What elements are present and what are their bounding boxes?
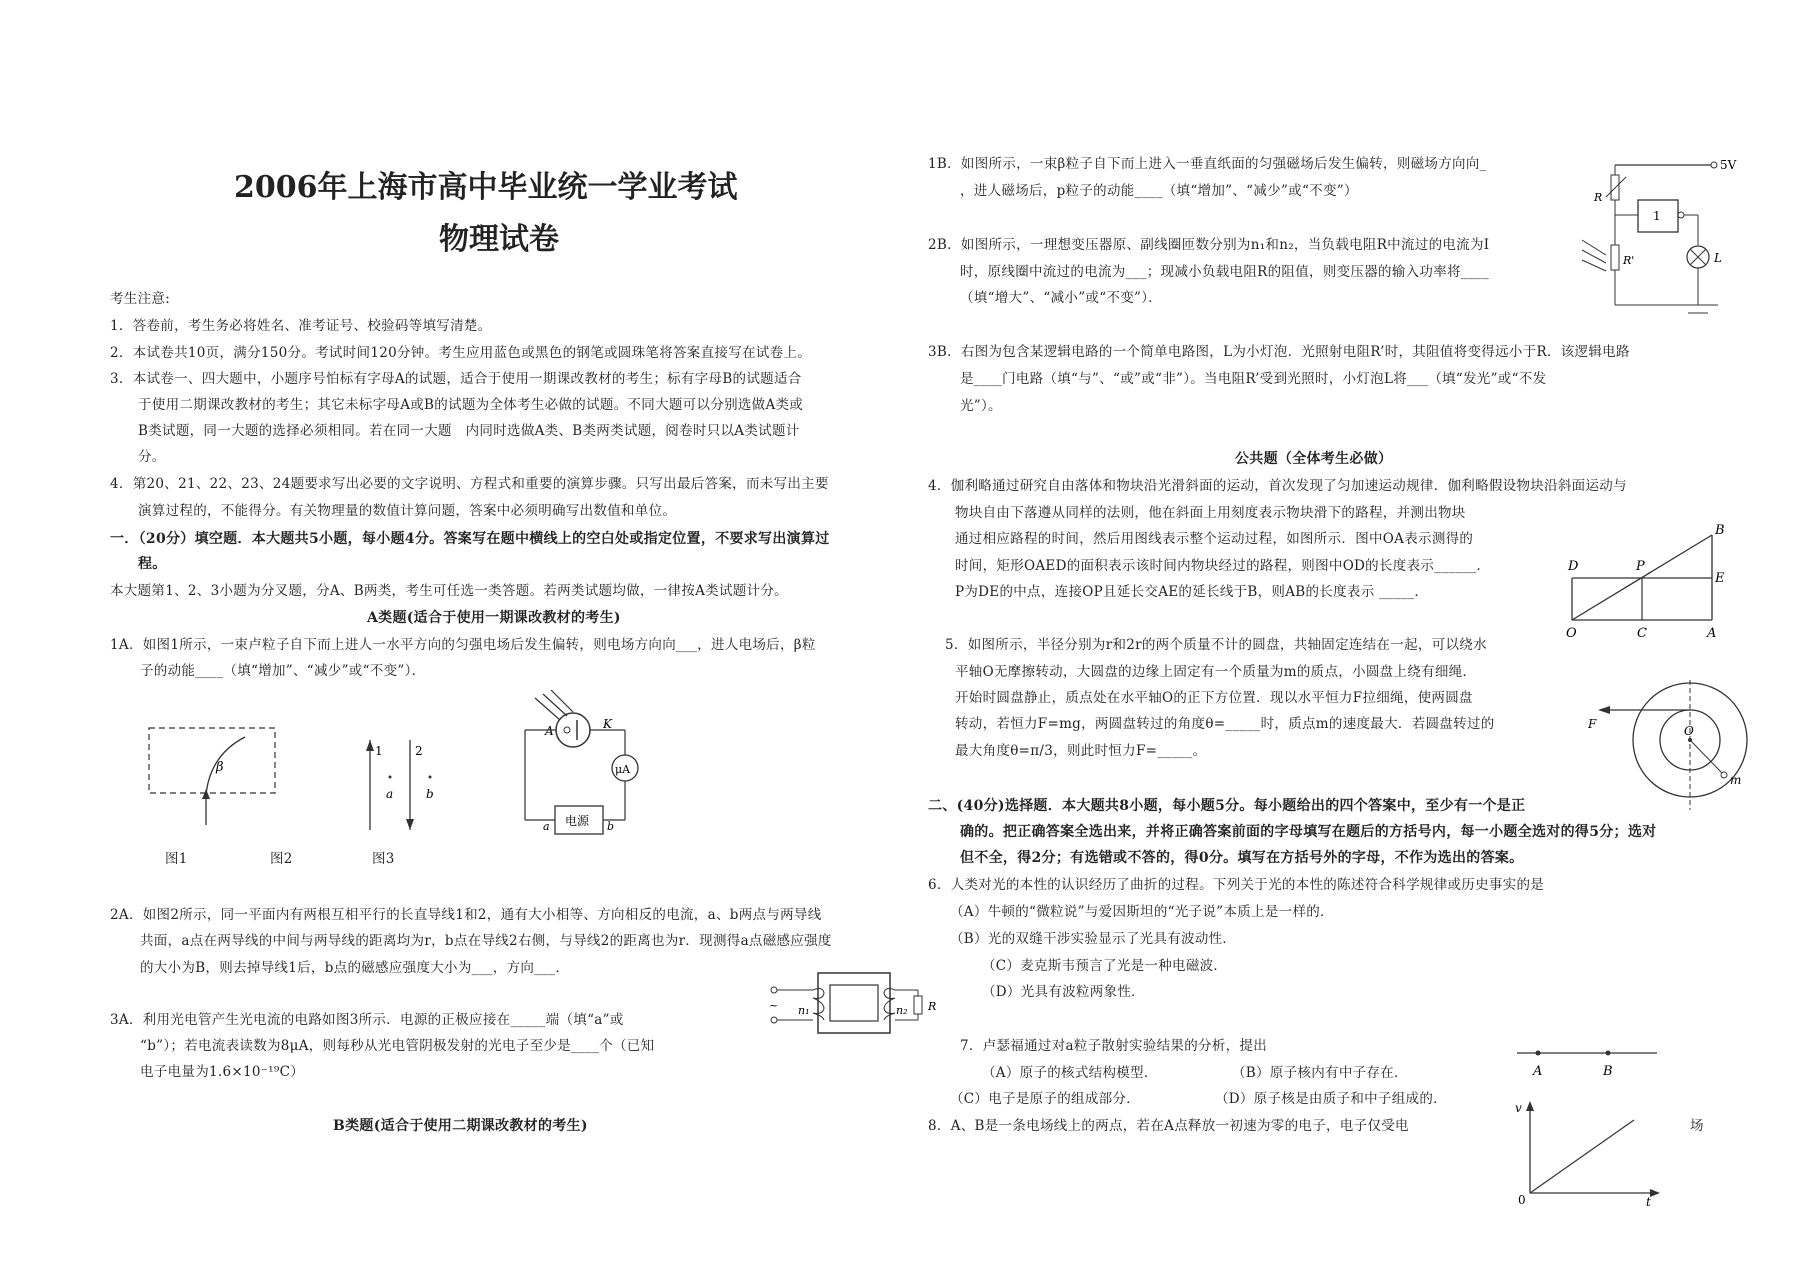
section1-heading-cont: 程。 xyxy=(138,556,167,572)
section2-heading-cont: 确的。把正确答案全选出来，并将正确答案前面的字母填写在题后的方括号内，每一小题全选对的得5分；选对 xyxy=(960,824,1657,840)
field-point-b: B xyxy=(1603,1064,1613,1079)
point-a-label: a xyxy=(386,787,394,801)
galileo-graph-figure xyxy=(1560,520,1730,640)
power-source-label: 电源 xyxy=(565,814,590,828)
terminal-b-label: b xyxy=(607,820,615,833)
q7-option-c: （C）电子是原子的组成部分． xyxy=(950,1091,1141,1107)
mass-m-label: m xyxy=(1730,773,1742,787)
q7-option-a: （A）原子的核式结构模型． xyxy=(982,1065,1158,1081)
q6-option-a: （A）牛顿的“微粒说”与爱因斯坦的“光子说”本质上是一样的． xyxy=(950,904,1334,920)
svg-text:~: ~ xyxy=(769,999,779,1012)
q6-text: 6．人类对光的本性的认识经历了曲折的过程。下列关于光的本性的陈述符合科学规律或历史事实的是 xyxy=(928,877,1545,893)
graph-point-d: D xyxy=(1568,559,1579,574)
force-f-label: F xyxy=(1588,717,1597,731)
q5-text: 平轴O无摩擦转动，大圆盘的边缘上固定有一个质量为m的质点，小圆盘上绕有细绳． xyxy=(955,664,1477,680)
q1b-text: ，进人磁场后，p粒子的动能____（填“增加”、“减少”或“不变”） xyxy=(960,183,1358,199)
graph-point-a: A xyxy=(1707,626,1717,640)
notice-item: 4．第20、21、22、23、24题要求写出必要的文字说明、方程式和重要的演算步骤。只写出最后答案，而未写出主要 xyxy=(110,476,829,492)
q5-text: 最大角度θ=π/3，则此时恒力F=_____。 xyxy=(955,743,1207,759)
tube-cathode-label: K xyxy=(603,717,612,731)
primary-turns-label: n₁ xyxy=(798,1004,810,1017)
graph-point-p: P xyxy=(1636,559,1645,574)
q3a-text: 电子电量为1.6×10⁻¹⁹C） xyxy=(140,1064,305,1080)
load-resistor-label: R xyxy=(928,1000,937,1013)
q4-text: 4．伽利略通过研究自由落体和物块沿光滑斜面的运动，首次发现了匀加速运动规律．伽利略假设物块沿斜面运动与 xyxy=(928,478,1627,494)
supply-voltage-label: 5V xyxy=(1720,158,1737,172)
q1b-text: 1B．如图所示，一束β粒子自下而上进入一垂直纸面的匀强磁场后发生偏转，则磁场方向向_ xyxy=(928,156,1487,172)
section1-note: 本大题第1、2、3小题为分叉题，分A、B两类，考生可任选一类答题。若两类试题均做，一律按A类试题计分。 xyxy=(110,583,788,599)
q4-text: P为DE的中点，连接OP且延长交AE的延长线于B，则AB的长度表示 _____． xyxy=(955,584,1429,600)
figure-1-caption: 图1 xyxy=(165,851,188,867)
q2a-text: 共面，a点在两导线的中间与两导线的距离均为r，b点在导线2右侧，与导线2的距离也为r．现测得a点磁感应强度 xyxy=(140,933,832,949)
figure-2 xyxy=(360,735,440,835)
section1-heading: 一．（20分）填空题．本大题共5小题，每小题4分。答案写在题中横线上的空白处或指定位置，不要求写出演算过 xyxy=(110,531,830,547)
origin-label: 0 xyxy=(1518,1193,1526,1207)
q3b-text: 3B．右图为包含某逻辑电路的一个简单电路图，L为小灯泡．光照射电阻R’时，其阻值将变得远小于R．该逻辑电路 xyxy=(928,344,1630,360)
notice-item: 于使用二期课改教材的考生；其它未标字母A或B的试题为全体考生必做的试题。不同大题可以分别选做A类或 xyxy=(138,397,804,413)
q3b-text: 光”）。 xyxy=(960,398,1002,414)
q7-option-b: （B）原子核内有中子存在． xyxy=(1232,1065,1408,1081)
q2b-text: 时，原线圈中流过的电流为___；现减小负载电阻R的阻值，则变压器的输入功率将____ xyxy=(960,264,1490,280)
notice-item: 1．答卷前，考生务必将姓名、准考证号、校验码等填写清楚。 xyxy=(110,318,492,334)
q8-text-end: 场 xyxy=(1690,1118,1704,1134)
axis-t-label: t xyxy=(1646,1195,1651,1208)
microammeter-label: μA xyxy=(615,763,631,776)
q5-text: 开始时圆盘静止，质点处在水平轴O的正下方位置．现以水平恒力F拉细绳，使两圆盘 xyxy=(955,690,1473,706)
not-gate-label: 1 xyxy=(1653,209,1661,223)
a-type-title: A类题(适合于使用一期课改教材的考生) xyxy=(367,610,621,626)
q3b-text: 是____门电路（填“与”、“或”或“非”）。当电阻R’受到光照时，小灯泡L将___（填“发光”或“不发 xyxy=(960,371,1547,387)
exam-title: 2006年上海市高中毕业统一学业考试 xyxy=(234,170,738,205)
q2a-text: 的大小为B，则去掉导线1后，b点的磁感应强度大小为___，方向___． xyxy=(140,960,570,976)
pulley-disk-figure xyxy=(1580,680,1760,815)
q4-text: 时间，矩形OAED的面积表示该时间内物块经过的路程，则图中OD的长度表示______． xyxy=(955,558,1491,574)
tube-anode-label: A xyxy=(545,724,554,738)
photoresistor-label: R' xyxy=(1623,254,1635,267)
q4-text: 通过相应路程的时间，然后用图线表示整个运动过程，如图所示．图中OA表示测得的 xyxy=(955,531,1474,547)
q1a-text: 子的动能____（填“增加”、“减少”或“不变”）． xyxy=(140,663,426,679)
b-type-title: B类题(适合于使用二期课改教材的考生) xyxy=(333,1118,588,1134)
figure-1 xyxy=(140,715,285,830)
figure-3 xyxy=(515,690,660,835)
q6-option-d: （D）光具有波粒两象性． xyxy=(982,984,1145,1000)
section2-heading-cont: 但不全，得2分；有选错或不答的，得0分。填写在方括号外的字母，不作为选出的答案。 xyxy=(960,850,1524,866)
field-line-figure xyxy=(1512,1045,1662,1080)
q6-option-c: （C）麦克斯韦预言了光是一种电磁波． xyxy=(982,958,1228,974)
q3a-text: 3A．利用光电管产生光电流的电路如图3所示．电源的正极应接在_____端（填“a”或 xyxy=(110,1012,624,1028)
logic-circuit-figure xyxy=(1578,155,1748,315)
fig1-beta-label: β xyxy=(216,760,224,775)
q5-text: 5．如图所示，半径分别为r和2r的两个质量不计的圆盘，共轴固定连结在一起，可以绕水 xyxy=(945,637,1487,653)
q2b-text: （填“增大”、“减小”或“不变”）． xyxy=(960,290,1163,306)
secondary-turns-label: n₂ xyxy=(896,1004,908,1017)
field-point-a: A xyxy=(1533,1064,1543,1079)
figure-2-caption: 图2 xyxy=(270,851,293,867)
q8-text: 8．A、B是一条电场线上的两点，若在A点释放一初速为零的电子，电子仅受电 xyxy=(928,1118,1409,1134)
q7-text: 7．卢瑟福通过对a粒子散射实验结果的分析，提出 xyxy=(960,1038,1268,1054)
exam-subtitle: 物理试卷 xyxy=(439,222,559,257)
q3a-text: “b”）；若电流表读数为8μA，则每秒从光电管阴极发射的光电子至少是____个（已知 xyxy=(140,1038,655,1054)
resistor-r-label: R xyxy=(1594,191,1603,204)
q6-option-b: （B）光的双缝干涉实验显示了光具有波动性． xyxy=(950,931,1237,947)
q2a-text: 2A．如图2所示，同一平面内有两根互相平行的长直导线1和2，通有大小相等、方向相反的电流，a、b两点与两导线 xyxy=(110,907,822,923)
q5-text: 转动，若恒力F=mg，两圆盘转过的角度θ=_____时，质点m的速度最大．若圆盘转过的 xyxy=(955,716,1495,732)
transformer-figure xyxy=(768,968,940,1038)
axis-v-label: v xyxy=(1515,1101,1522,1115)
graph-point-b: B xyxy=(1715,523,1725,538)
velocity-time-graph xyxy=(1508,1098,1668,1208)
point-b-label: b xyxy=(426,787,434,801)
notice-item: 2．本试卷共10页，满分150分。考试时间120分钟。考生应用蓝色或黑色的钢笔或圆珠笔将答案直接写在试卷上。 xyxy=(110,345,811,361)
graph-point-o: O xyxy=(1566,626,1577,640)
graph-point-e: E xyxy=(1715,571,1725,586)
terminal-a-label: a xyxy=(543,820,550,833)
section2-heading: 二、(40分)选择题．本大题共8小题，每小题5分。每小题给出的四个答案中，至少有一个是正 xyxy=(928,798,1526,814)
graph-point-c: C xyxy=(1637,626,1647,640)
wire-2-label: 2 xyxy=(415,744,423,758)
notice-item: B类试题，同一大题的选择必须相同。若在同一大题 内同时选做A类、B类两类试题，阅卷时只以A类试题计 xyxy=(138,423,800,439)
notice-item: 3．本试卷一、四大题中，小题序号怕标有字母A的试题，适合于使用一期课改教材的考生；标有字母B的试题适合 xyxy=(110,371,802,387)
common-section-title: 公共题（全体考生必做） xyxy=(1235,451,1393,467)
notice-heading: 考生注意: xyxy=(110,291,171,307)
q4-text: 物块自由下落遵从同样的法则，他在斜面上用刻度表示物块滑下的路程，并测出物块 xyxy=(955,505,1466,521)
q2b-text: 2B．如图所示，一理想变压器原、副线圈匝数分别为n₁和n₂，当负载电阻R中流过的电流为I xyxy=(928,237,1490,253)
wire-1-label: 1 xyxy=(375,744,383,758)
notice-item: 演算过程的，不能得分。有关物理量的数值计算问题，答案中必须明确写出数值和单位。 xyxy=(138,503,677,519)
lamp-label: L xyxy=(1714,251,1722,265)
q7-option-d: （D）原子核是由质子和中子组成的． xyxy=(1215,1091,1447,1107)
q1a-text: 1A．如图1所示，一束卢粒子自下而上进人一水平方向的匀强电场后发生偏转，则电场方向向___，进人电场后，β粒 xyxy=(110,637,816,653)
figure-3-caption: 图3 xyxy=(372,851,395,867)
axis-o-label: O xyxy=(1684,724,1694,738)
notice-item: 分。 xyxy=(138,449,166,465)
